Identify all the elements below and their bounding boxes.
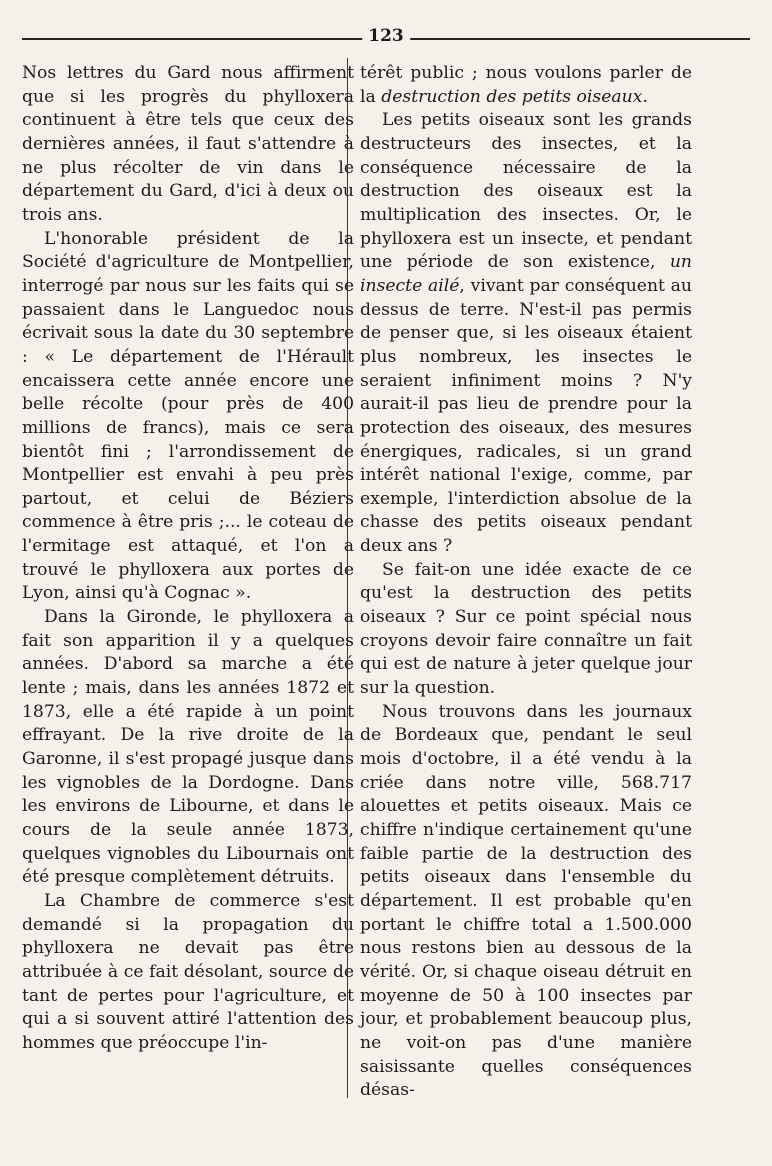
paragraph: L'honorable président de la Société d'agriculture de Montpellier, interrogé par nous sur les faits qui se passaient dans le Languedoc nous écrivait sous la date du 30 septembre : « Le département de l'Hérault encaissera cette année encore une belle récolte (pour près de 400 millions de francs), mais ce sera bientôt fini ; l'arrondissement de Montpellier est envahi à peu près partout, et celui de Béziers commence à être pris ;... le coteau de l'ermitage est attaqué, et l'on a trouvé le phylloxera aux portes de Lyon, ainsi qu'à Cognac ».: [22, 228, 354, 604]
paragraph: Dans la Gironde, le phylloxera a fait son apparition il y a quelques années. D'abord sa marche a été lente ; mais, dans les années 1872 et 1873, elle a été rapide à un point effrayant. De la rive droite de la Garonne, il s'est propagé jusque dans les vignobles de la Dordogne. Dans les environs de Libourne, et dans le cours de la seule année 1873, quelques vignobles du Libournais ont été presque complètement détruits.: [22, 607, 354, 888]
emphasis-text: destruction des petits oiseaux: [381, 86, 643, 107]
right-column: [360, 62, 692, 1103]
text-run: .: [642, 86, 648, 107]
paragraph: La Chambre de commerce s'est demandé si la propagation du phylloxera ne devait pas être attribuée à ce fait désolant, source de tant de pertes pour l'agriculture, et qui a si souvent attiré l'attention des hommes que préoccupe l'in-: [22, 890, 354, 1053]
text-run: , vivant par conséquent au dessus de terre. N'est-il pas permis de penser que, si les oiseaux étaient plus nombreux, les insectes le seraient infiniment moins ? N'y aurait-il pas lieu de prendre pour la protection des oiseaux, des mesures énergiques, radicales, si un grand intérêt national l'exige, comme, par exemple, l'interdiction absolue de la chasse des petits oiseaux pendant deux ans ?: [360, 275, 693, 557]
paragraph: Se fait-on une idée exacte de ce qu'est la destruction des petits oiseaux ? Sur ce point spécial nous croyons devoir faire connaître un fait qui est de nature à jeter quelque jour sur la question.: [360, 559, 692, 699]
page-number: 123: [362, 26, 410, 46]
emphasis-text: un insecte ailé: [360, 252, 692, 296]
text-run: térêt public ; nous voulons parler de la: [360, 63, 692, 107]
paragraph: Nous trouvons dans les journaux de Bordeaux que, pendant le seul mois d'octobre, il a été vendu à la criée dans notre ville, 568.717 alouettes et petits oiseaux. Mais ce chiffre n'indique certainement qu'une faible partie de la destruction des petits oiseaux dans l'ensemble du département. Il est probable qu'en portant le chiffre total a 1.500.000 nous restons bien au dessous de la vérité. Or, si chaque oiseau détruit en moyenne de 50 à 100 insectes par jour, et probablement beaucoup plus, ne voit-on pas d'une manière saisissante quelles conséquences désas-: [360, 701, 692, 1101]
paragraph: [360, 109, 692, 558]
left-column: [22, 62, 354, 1056]
text-run: Les petits oiseaux sont les grands destructeurs des insectes, et la conséquence nécessaire de la destruction des oiseaux est la multiplication des insectes. Or, le phylloxera est un insecte, et pendant une période de son existence,: [360, 110, 692, 273]
paragraph: [360, 62, 692, 109]
page-header: [22, 26, 750, 46]
paragraph: Nos lettres du Gard nous affirment que si les progrès du phylloxera continuent à être tels que ceux des dernières années, il faut s'attendre à ne plus récolter de vin dans le département du Gard, d'ici à deux ou trois ans.: [22, 63, 354, 225]
